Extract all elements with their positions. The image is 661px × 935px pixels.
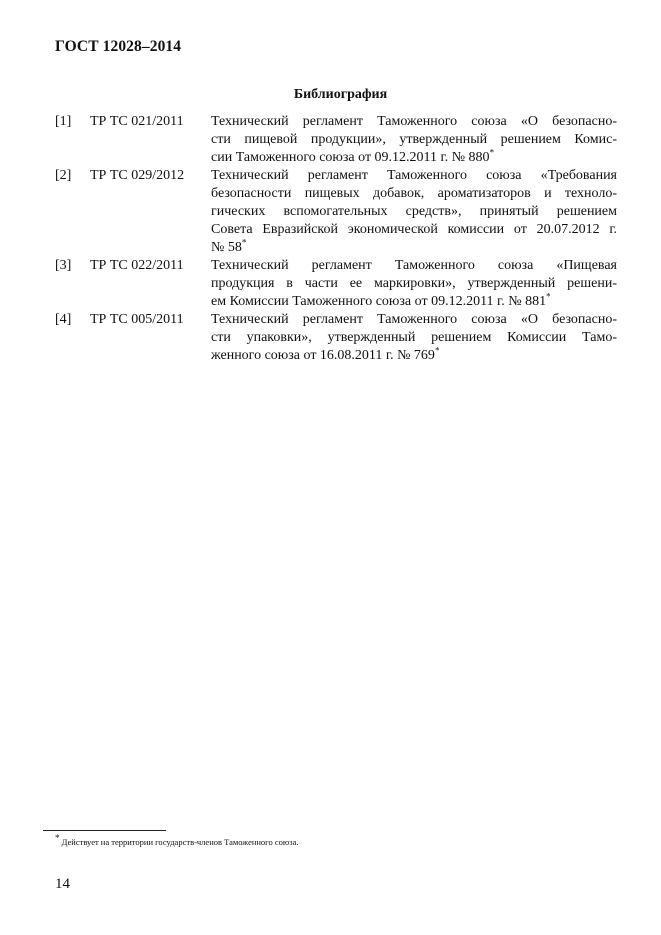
entry-code: ТР ТС 022/2011 bbox=[90, 258, 184, 273]
entry-code: ТР ТС 029/2012 bbox=[90, 168, 185, 183]
entry-text bbox=[211, 311, 617, 365]
footnote-divider bbox=[43, 830, 166, 831]
entry-text bbox=[211, 113, 617, 167]
entry-line-text: женного союза от 16.08.2011 г. № 769 bbox=[211, 348, 435, 363]
footnote-marker: * bbox=[489, 147, 495, 158]
bibliography-title: Библиография bbox=[293, 87, 388, 102]
bibliography-entry bbox=[55, 113, 617, 167]
page-number: 14 bbox=[55, 876, 70, 892]
entry-number: [4] bbox=[55, 312, 72, 327]
entry-line: Совета Евразийской экономической комиссии от 20.07.2012 г. bbox=[211, 222, 617, 237]
entry-line: Технический регламент Таможенного союза «О безопасно- bbox=[211, 114, 617, 129]
entry-text bbox=[211, 257, 617, 311]
entry-line: безопасности пищевых добавок, ароматизаторов и техноло- bbox=[211, 186, 617, 201]
entry-line-text: сии Таможенного союза от 09.12.2011 г. № 880 bbox=[211, 150, 490, 165]
footnote-mark: * bbox=[55, 833, 60, 844]
bibliography-list bbox=[55, 113, 617, 365]
entry-line: Технический регламент Таможенного союза «Пищевая bbox=[211, 258, 617, 273]
entry-line: сти пищевой продукции», утвержденный решением Комис- bbox=[211, 132, 617, 147]
entry-line-text: № 58 bbox=[211, 240, 242, 255]
bibliography-entry bbox=[55, 257, 617, 311]
footnote-marker: * bbox=[434, 345, 440, 356]
entry-line: сти упаковки», утвержденный решением Комиссии Тамо- bbox=[211, 330, 617, 345]
entry-line: продукция в части ее маркировки», утвержденный решени- bbox=[211, 276, 617, 291]
bibliography-entry bbox=[55, 311, 617, 365]
footnote-marker: * bbox=[546, 291, 551, 302]
entry-text bbox=[211, 167, 617, 257]
entry-line-text: ем Комиссии Таможенного союза от 09.12.2011 г. № 881 bbox=[211, 294, 547, 309]
entry-number: [1] bbox=[55, 114, 72, 129]
entry-line: гических вспомогательных средств», принятый решением bbox=[211, 204, 617, 219]
entry-line: Технический регламент Таможенного союза «Требования bbox=[211, 168, 617, 183]
bibliography-entry bbox=[55, 167, 617, 257]
entry-code: ТР ТС 021/2011 bbox=[90, 114, 184, 129]
entry-number: [2] bbox=[55, 168, 72, 183]
entry-code: ТР ТС 005/2011 bbox=[90, 312, 184, 327]
footnote bbox=[55, 833, 299, 847]
entry-line bbox=[211, 149, 617, 167]
footnote-text: Действует на территории государств-членов Таможенного союза. bbox=[61, 837, 299, 847]
page-header: ГОСТ 12028–2014 bbox=[55, 38, 182, 55]
entry-line: Технический регламент Таможенного союза «О безопасно- bbox=[211, 312, 617, 327]
entry-line bbox=[211, 347, 617, 365]
entry-line bbox=[211, 239, 617, 257]
footnote-marker: * bbox=[241, 237, 247, 248]
entry-number: [3] bbox=[55, 258, 72, 273]
entry-line bbox=[211, 293, 617, 311]
